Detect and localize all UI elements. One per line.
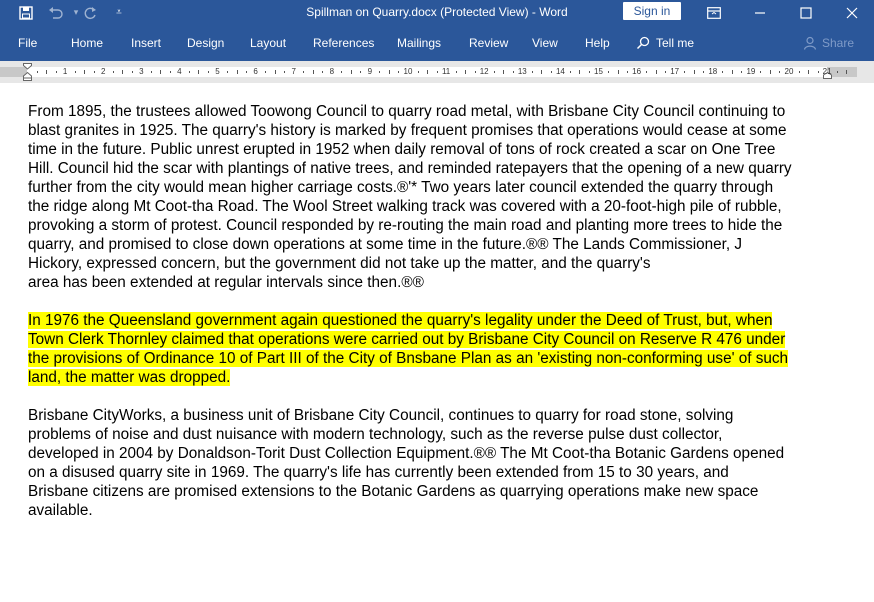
share-button[interactable]	[803, 25, 854, 61]
ruler-number: 2	[100, 67, 106, 76]
close-icon	[846, 7, 858, 19]
ribbon-tab-bar	[0, 25, 874, 61]
customize-icon: ⩡	[116, 7, 122, 18]
ruler-tick	[84, 70, 85, 74]
tab-view[interactable]: View	[532, 36, 558, 50]
ruler-tick	[818, 71, 819, 73]
ruler-tick	[503, 70, 504, 74]
ruler-tick	[808, 70, 809, 74]
ruler-number: 21	[822, 67, 832, 76]
ruler-tick	[379, 71, 380, 73]
ruler-tick	[284, 71, 285, 73]
paragraph-2	[28, 311, 838, 387]
ruler-tick	[437, 71, 438, 73]
document-page[interactable]	[28, 102, 838, 539]
paragraph-1	[28, 102, 838, 292]
text-line: Hickory, expressed concern, but the government did not take up the matter, and the quarry's	[28, 255, 651, 272]
title-bar	[0, 0, 874, 25]
maximize-icon	[800, 7, 812, 19]
ruler-tick	[322, 71, 323, 73]
ruler-tick	[837, 71, 838, 73]
ruler-tick	[94, 71, 95, 73]
ruler-tick	[799, 71, 800, 73]
text-line: land, the matter was dropped.	[28, 369, 231, 386]
ruler-tick	[303, 71, 304, 73]
ruler-tick	[475, 71, 476, 73]
ruler-tick	[579, 70, 580, 74]
ruler-tick	[608, 71, 609, 73]
ruler-tick	[341, 71, 342, 73]
paragraph-3	[28, 406, 838, 520]
ruler-tick	[37, 71, 38, 73]
text-line: Hill. Council hid the scar with plantings of native trees, and reminded ratepayers that the opening of a new quarry	[28, 160, 792, 177]
ruler-number: 19	[746, 67, 756, 76]
text-line: the provisions of Ordinance 10 of Part III of the City of Bnsbane Plan as an 'existing non-conforming use' of such	[28, 350, 789, 367]
sign-in-button[interactable]: Sign in	[623, 2, 681, 20]
tab-review[interactable]: Review	[469, 36, 509, 50]
ruler-tick	[570, 71, 571, 73]
horizontal-ruler[interactable]	[0, 61, 874, 83]
ruler-tick	[237, 70, 238, 74]
ruler-tick	[494, 71, 495, 73]
text-line: provoking a storm of protest. Council responded by re-routing the main road and planting more trees to hide the	[28, 217, 783, 234]
redo-icon	[83, 6, 97, 20]
text-line: Brisbane citizens are promised extensions to the Botanic Gardens as quarrying operations make new space	[28, 483, 759, 500]
ruler-number: 7	[291, 67, 296, 76]
ruler-number: 5	[215, 67, 220, 76]
ruler-tick	[646, 71, 647, 73]
ruler-tick	[722, 71, 723, 73]
person-icon	[803, 36, 817, 50]
text-line: developed in 2004 by Donaldson-Torit Dust Collection Equipment.®® The Mt Coot-tha Botanic Gardens opened	[28, 445, 785, 462]
ruler-tick	[465, 70, 466, 74]
tab-layout[interactable]: Layout	[250, 36, 287, 50]
ruler-tick	[627, 71, 628, 73]
ruler-tick	[760, 71, 761, 73]
minimize-icon	[754, 7, 766, 19]
tell-me-box[interactable]	[636, 25, 694, 61]
ruler-number: 8	[329, 67, 335, 76]
ruler-number: 3	[139, 67, 144, 76]
ruler-tick	[122, 70, 123, 74]
undo-dropdown[interactable]: ▾	[73, 7, 79, 17]
tab-file[interactable]: File	[18, 36, 38, 50]
ruler-tick	[732, 70, 733, 74]
ruler-number: 20	[784, 67, 794, 76]
tab-help[interactable]: Help	[585, 36, 610, 50]
ruler-tick	[741, 71, 742, 73]
ruler-tick	[770, 70, 771, 74]
text-line: problems of noise and dust nuisance with modern technology, such as the reverse pulse dust collector,	[28, 426, 723, 443]
lightbulb-search-icon	[636, 36, 650, 50]
ruler-number: 12	[479, 67, 489, 76]
ruler-tick	[189, 71, 190, 73]
text-line: on a disused quarry site in 1969. The quarry's life has currently been extended from 15 to 30 years, and	[28, 464, 729, 481]
text-line: In 1976 the Queensland government again questioned the quarry's legality under the Deed of Trust, but, when	[28, 312, 773, 329]
ruler-tick	[275, 70, 276, 74]
ruler-tick	[703, 71, 704, 73]
first-line-indent-marker[interactable]	[23, 63, 32, 81]
ruler-number: 1	[62, 67, 68, 76]
ruler-tick	[532, 71, 533, 73]
save-icon	[19, 6, 33, 20]
ruler-number: 15	[594, 67, 603, 76]
ruler-number: 16	[632, 67, 642, 76]
window-title: Spillman on Quarry.docx (Protected View) - Word	[306, 5, 568, 19]
ruler-tick	[313, 70, 314, 74]
ruler-tick	[541, 70, 542, 74]
ruler-tick	[132, 71, 133, 73]
customize-qat-button[interactable]	[107, 0, 131, 25]
ruler-tick	[456, 71, 457, 73]
ruler-tick	[46, 70, 47, 74]
close-button[interactable]	[829, 0, 874, 25]
ruler-number: 4	[177, 67, 182, 76]
text-line: available.	[28, 502, 93, 519]
ruler-tick	[351, 70, 352, 74]
ruler-tick	[551, 71, 552, 73]
tab-references[interactable]: References	[313, 36, 375, 50]
ruler-tick	[665, 71, 666, 73]
tab-home[interactable]: Home	[71, 36, 104, 50]
ruler-tick	[418, 71, 419, 73]
redo-button[interactable]	[78, 0, 102, 25]
ruler-tick	[694, 70, 695, 74]
ruler-number: 17	[670, 67, 680, 76]
ruler-tick	[427, 70, 428, 74]
maximize-button[interactable]	[783, 0, 829, 25]
ruler-tick	[56, 71, 57, 73]
ruler-tick	[151, 71, 152, 73]
tell-me-label: Tell me	[656, 36, 695, 50]
save-button[interactable]	[14, 0, 38, 25]
ruler-tick	[170, 71, 171, 73]
ruler-number: 18	[708, 67, 718, 76]
ruler-tick	[618, 70, 619, 74]
ruler-tick	[656, 70, 657, 74]
ruler-number: 11	[441, 67, 451, 76]
ruler-tick	[75, 71, 76, 73]
text-line: From 1895, the trustees allowed Toowong Council to quarry road metal, with Brisbane City Council continuing to	[28, 103, 786, 120]
ruler-number: 13	[517, 67, 527, 76]
ruler-tick	[398, 71, 399, 73]
ruler-tick	[113, 71, 114, 73]
ruler-tick	[360, 71, 361, 73]
ruler-tick	[389, 70, 390, 74]
tab-design[interactable]: Design	[187, 36, 225, 50]
ruler-tick	[265, 71, 266, 73]
tab-mailings[interactable]: Mailings	[397, 36, 442, 50]
ribbon-display-icon	[707, 7, 721, 19]
text-line: Town Clerk Thornley claimed that operations were carried out by Brisbane City Council on Reserve R 476 under	[28, 331, 786, 348]
text-line: quarry, and promised to close down operations at some time in the future.®® The Lands Commissioner, J	[28, 236, 743, 253]
minimize-button[interactable]	[737, 0, 783, 25]
text-line: Brisbane CityWorks, a business unit of Brisbane City Council, continues to quarry for road stone, solving	[28, 407, 734, 424]
text-line: blast granites in 1925. The quarry's history is marked by frequent promises that operations would cease at some	[28, 122, 787, 139]
text-line: area has been extended at regular intervals since then.®®	[28, 274, 424, 291]
ruler-number: 14	[555, 67, 565, 76]
share-label: Share	[822, 36, 855, 50]
ruler-tick	[208, 71, 209, 73]
text-line: the ridge along Mt Coot-tha Road. The Wool Street walking track was covered with a 20-foot-high pile of rubble,	[28, 198, 782, 215]
ruler-tick	[779, 71, 780, 73]
text-line: time in the future. Public unrest erupted in 1952 when daily removal of tons of rock created a scar on One Tree	[28, 141, 776, 158]
undo-icon	[48, 6, 64, 20]
ruler-tick	[246, 71, 247, 73]
ruler-tick	[160, 70, 161, 74]
ruler-tick	[513, 71, 514, 73]
ruler-tick	[684, 71, 685, 73]
tab-insert[interactable]: Insert	[131, 36, 162, 50]
ribbon-display-options-button[interactable]	[691, 0, 737, 25]
ruler-tick	[227, 71, 228, 73]
ruler-number: 6	[253, 67, 258, 76]
ruler-number: 9	[367, 67, 373, 76]
ruler-tick	[589, 71, 590, 73]
ruler-number: 10	[403, 67, 413, 76]
ruler-tick	[198, 70, 199, 74]
text-line: further from the city would mean higher carriage costs.®'* Two years later council extended the quarry through	[28, 179, 774, 196]
ruler-tick	[846, 70, 847, 74]
